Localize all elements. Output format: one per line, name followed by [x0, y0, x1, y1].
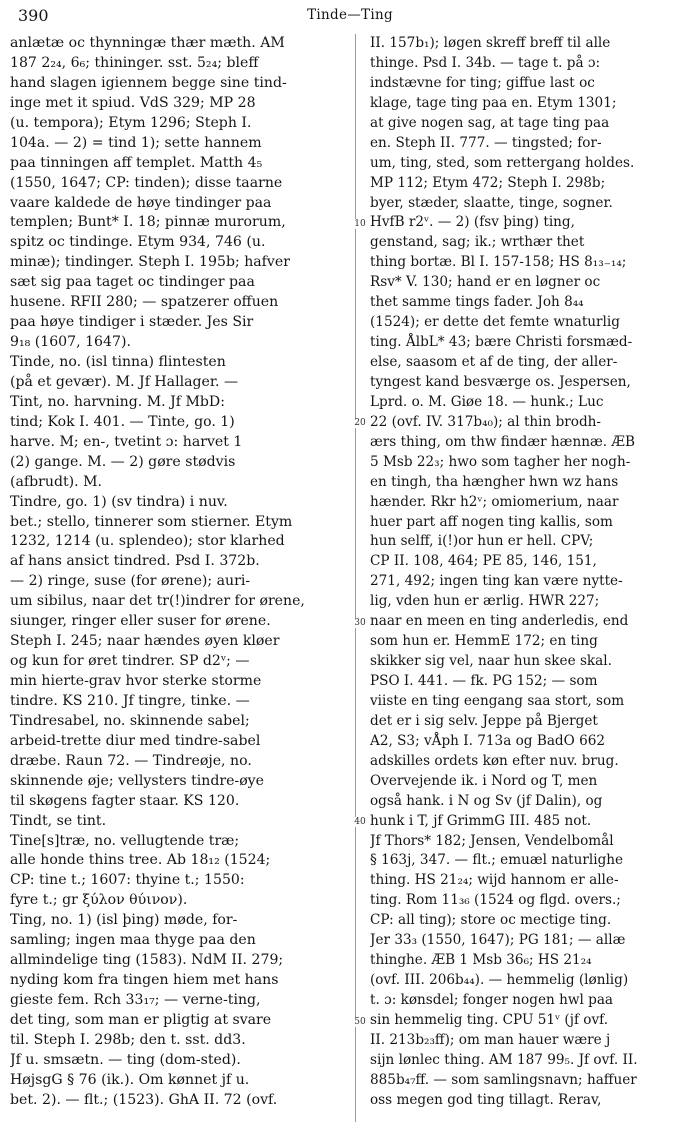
right-column-line: tyngest kand besværge os. Jespersen,: [370, 373, 631, 390]
left-column-line: templen; Bunt* I. 18; pinnæ murorum,: [10, 214, 286, 231]
left-column-line: alle honde thins tree. Ab 18₁₂ (1524;: [10, 852, 271, 869]
right-column-line: um, ting, sted, som rettergang holdes.: [370, 154, 635, 171]
left-column-line: til. Steph I. 298b; den t. sst. dd3.: [10, 1031, 246, 1048]
left-column-line: samling; ingen maa thyge paa den: [10, 932, 256, 949]
right-column-line: thinge. Psd I. 34b. — tage t. på ɔ:: [370, 54, 601, 71]
left-column-line: 187 2₂₄, 6₆; thininger. sst. 5₂₄; bleff: [10, 54, 259, 71]
right-column-line: det er i sig selv. Jeppe på Bjerget: [370, 712, 598, 729]
left-column-line: harve. M; en-, tvetint ɔ: harvet 1: [10, 433, 243, 450]
right-column-line: 22 (ovf. IV. 317b₄₀); al thin brodh-: [370, 413, 602, 430]
right-column-line: også hank. i N og Sv (jf Dalin), og: [370, 792, 603, 809]
line-number: 30: [350, 618, 370, 628]
right-column-line: som hun er. HemmE 172; en ting: [370, 633, 598, 650]
left-column-line: arbeid-trette diur med tindre-sabel: [10, 732, 261, 749]
line-number: 10: [350, 219, 370, 229]
left-column-line: 1232, 1214 (u. splendeo); stor klarhed: [10, 533, 285, 550]
left-column-line: vaare kaldede de høye tindinger paa: [10, 194, 272, 211]
left-column-line: Tindre, go. 1) (sv tindra) i nuv.: [10, 493, 228, 510]
right-column-line: else, saasom et af de ting, der aller-: [370, 354, 618, 370]
right-column-line: ting. Rom 11₃₆ (1524 og flgd. overs.;: [370, 892, 621, 909]
left-column-line: min hierte-grav hvor sterke storme: [10, 673, 262, 689]
left-column-line: skinnende øje; vellysters tindre-øye: [10, 772, 264, 789]
line-number: 40: [350, 817, 370, 827]
right-column-line: HvfB r2ᵛ. — 2) (fsv þing) ting,: [370, 214, 575, 231]
left-column-line: spitz oc tindinge. Etym 934, 746 (u.: [10, 234, 266, 251]
left-column-line: tind; Kok I. 401. — Tinte, go. 1): [10, 413, 235, 430]
left-column-line: bet.; stello, tinnerer som stierner. Etym: [10, 513, 293, 530]
right-column-line: Rsv* V. 130; hand er en løgner oc: [370, 274, 601, 291]
left-column-line: gieste fem. Rch 33₁₇; — verne-ting,: [10, 992, 261, 1008]
page-number: 390: [18, 6, 49, 25]
right-column-line: genstand, sag; ik.; wrthær thet: [370, 234, 585, 251]
left-column-line: husene. RFII 280; — spatzerer offuen: [10, 294, 279, 311]
right-column-line: (1524); er dette det femte wnaturlig: [370, 314, 620, 331]
right-column-line: thing bortæ. Bl I. 157-158; HS 8₁₃₋₁₄;: [370, 254, 627, 271]
right-column-line: Overvejende ik. i Nord og T, men: [370, 772, 598, 789]
right-column-line: byer, stæder, slaatte, tinge, sogner.: [370, 194, 613, 211]
right-column-line: viiste en ting eengang saa stort, som: [370, 692, 625, 709]
left-column-line: anlætæ oc thynningæ thær mæth. AM: [10, 35, 285, 51]
right-column-line: indstævne for ting; giffue last oc: [370, 74, 595, 91]
left-column: [10, 34, 340, 1111]
left-column-line: inge met it spiud. VdS 329; MP 28: [10, 94, 256, 111]
left-column-line: 104a. — 2) = tind 1); sette hannem: [10, 134, 262, 151]
left-column-line: bet. 2). — flt.; (1523). GhA II. 72 (ovf.: [10, 1091, 278, 1108]
right-column-line: en tingh, tha hængher hwn wz hans: [370, 473, 619, 490]
left-column-line: paa høye tindiger i stæder. Jes Sir: [10, 314, 254, 331]
right-column-line: thet samme tings fader. Joh 8₄₄: [370, 294, 584, 311]
right-column-line: 885b₄₇ff. — som samlingsnavn; haffuer: [370, 1071, 637, 1088]
left-column-line: Jf u. smsætn. — ting (dom-sted).: [10, 1051, 241, 1068]
left-column-line: (2) gange. M. — 2) gøre stødvis: [10, 453, 236, 470]
line-number: 20: [350, 418, 370, 428]
left-column-line: CP: tine t.; 1607: thyine t.; 1550:: [10, 872, 245, 889]
left-column-line: sæt sig paa taget oc tindinger paa: [10, 274, 255, 291]
right-column-line: CP: all ting); store oc mectige ting.: [370, 912, 612, 929]
right-column-line: 5 Msb 22₃; hwo som tagher her nogh-: [370, 453, 631, 470]
right-column-line: hænder. Rkr h2ᵛ; omiomerium, naar: [370, 493, 619, 510]
left-column-line: Tint, no. harvning. M. Jf MbD:: [10, 393, 225, 410]
right-column-line: en. Steph II. 777. — tingsted; for-: [370, 134, 602, 151]
left-column-line: Tine[s]træ, no. vellugtende træ;: [10, 832, 240, 849]
right-column-line: MP 112; Etym 472; Steph I. 298b;: [370, 174, 606, 191]
running-head: Tinde—Ting: [307, 7, 393, 23]
right-column-line: sin hemmelig ting. CPU 51ᵛ (jf ovf.: [370, 1011, 609, 1028]
left-column-line: Steph I. 245; naar hændes øyen kløer: [10, 633, 280, 650]
right-column-line: skikker sig vel, naar hun skee skal.: [370, 653, 612, 670]
left-column-line: (1550, 1647; CP: tinden); disse taarne: [10, 174, 283, 191]
right-column-line: 271, 492; ingen ting kan være nytte-: [370, 573, 623, 590]
right-column-line: ting. ÅlbL* 43; bære Christi forsmæd-: [370, 334, 633, 351]
line-number: 50: [350, 1017, 370, 1027]
left-column-line: (på et gevær). M. Jf Hallager. —: [10, 373, 239, 390]
left-column-line: allmindelige ting (1583). NdM II. 279;: [10, 952, 284, 969]
left-column-line: HøjsgG § 76 (ik.). Om kønnet jf u.: [10, 1071, 250, 1088]
left-column-line: um sibilus, naar det tr(!)indrer for ørene,: [10, 593, 305, 610]
right-column-line: naar en meen en ting anderledis, end: [370, 613, 629, 630]
right-column-line: Jf Thors* 182; Jensen, Vendelbomål: [370, 832, 614, 849]
left-column-line: og kun for øret tindrer. SP d2ᵛ; —: [10, 653, 250, 670]
right-column-line: Jer 33₃ (1550, 1647); PG 181; — allæ: [370, 932, 626, 949]
right-column-line: thinghe. ÆB 1 Msb 36₆; HS 21₂₄: [370, 952, 592, 969]
right-column-line: ærs thing, om thw findær hænnæ. ÆB: [370, 433, 635, 450]
left-column-line: tindre. KS 210. Jf tingre, tinke. —: [10, 692, 250, 709]
right-column-line: II. 213b₂₃ff); om man hauer wære j: [370, 1031, 611, 1048]
right-column-line: huer part aff nogen ting kallis, som: [370, 513, 613, 530]
left-column-line: Tindt, se tint.: [10, 812, 107, 829]
right-column-line: thing. HS 21₂₄; wijd hannom er alle-: [370, 872, 619, 889]
left-column-line: (afbrudt). M.: [10, 473, 103, 490]
left-column-line: fyre t.; gr ξύλον θύινον).: [10, 892, 188, 909]
right-column-line: PSO I. 441. — fk. PG 152; — som: [370, 673, 598, 689]
left-column-line: paa tinningen aff templet. Matth 4₅: [10, 154, 263, 171]
left-column-line: hand slagen igiennem begge sine tind-: [10, 74, 287, 91]
right-column: [370, 34, 692, 1111]
right-column-line: CP II. 108, 464; PE 85, 146, 151,: [370, 553, 597, 570]
right-column-line: § 163j, 347. — flt.; emuæl naturlighe: [370, 852, 624, 869]
left-column-line: 9₁₈ (1607, 1647).: [10, 334, 131, 351]
right-column-line: II. 157b₁); løgen skreff breff til alle: [370, 35, 611, 51]
left-column-line: nyding kom fra tingen hiem met hans: [10, 972, 279, 989]
right-column-line: lig, vden hun er ærlig. HWR 227;: [370, 593, 600, 610]
left-column-line: dræbe. Raun 72. — Tindreøje, no.: [10, 752, 252, 769]
left-column-line: af hans ansict tindred. Psd I. 372b.: [10, 553, 260, 570]
right-column-line: (ovf. III. 206b₄₄). — hemmelig (lønlig): [370, 972, 629, 989]
right-column-line: hunk i T, jf GrimmG III. 485 not.: [370, 812, 592, 829]
right-column-line: t. ɔ: kønsdel; fonger nogen hwl paa: [370, 992, 614, 1008]
right-column-line: at give nogen sag, at tage ting paa: [370, 114, 610, 131]
right-column-line: adskilles ordets køn efter nuv. brug.: [370, 752, 619, 769]
column-divider: [355, 34, 356, 1122]
right-column-line: Lprd. o. M. Giøe 18. — hunk.; Luc: [370, 393, 604, 410]
left-column-line: siunger, ringer eller suser for ørene.: [10, 613, 271, 630]
left-column-line: minæ); tindinger. Steph I. 195b; hafver: [10, 254, 290, 271]
page-header: [18, 6, 682, 30]
left-column-line: til skøgens fagter staar. KS 120.: [10, 792, 240, 809]
right-column-line: sijn lønlec thing. AM 187 99₅. Jf ovf. II.: [370, 1051, 638, 1068]
left-column-line: det ting, som man er pligtig at svare: [10, 1011, 272, 1028]
right-column-line: hun selff, i(!)or hun er hell. CPV;: [370, 533, 594, 550]
right-column-line: A2, S3; vÅph I. 713a og BadO 662: [370, 732, 606, 749]
left-column-line: Ting, no. 1) (isl þing) møde, for-: [10, 912, 238, 929]
right-column-line: klage, tage ting paa en. Etym 1301;: [370, 94, 617, 111]
right-column-line: oss megen god ting tillagt. Rerav,: [370, 1091, 602, 1108]
left-column-line: (u. tempora); Etym 1296; Steph I.: [10, 114, 252, 131]
left-column-line: Tindresabel, no. skinnende sabel;: [10, 712, 250, 729]
left-column-line: — 2) ringe, suse (for ørene); auri-: [10, 573, 251, 590]
left-column-line: Tinde, no. (isl tinna) flintesten: [10, 354, 226, 370]
